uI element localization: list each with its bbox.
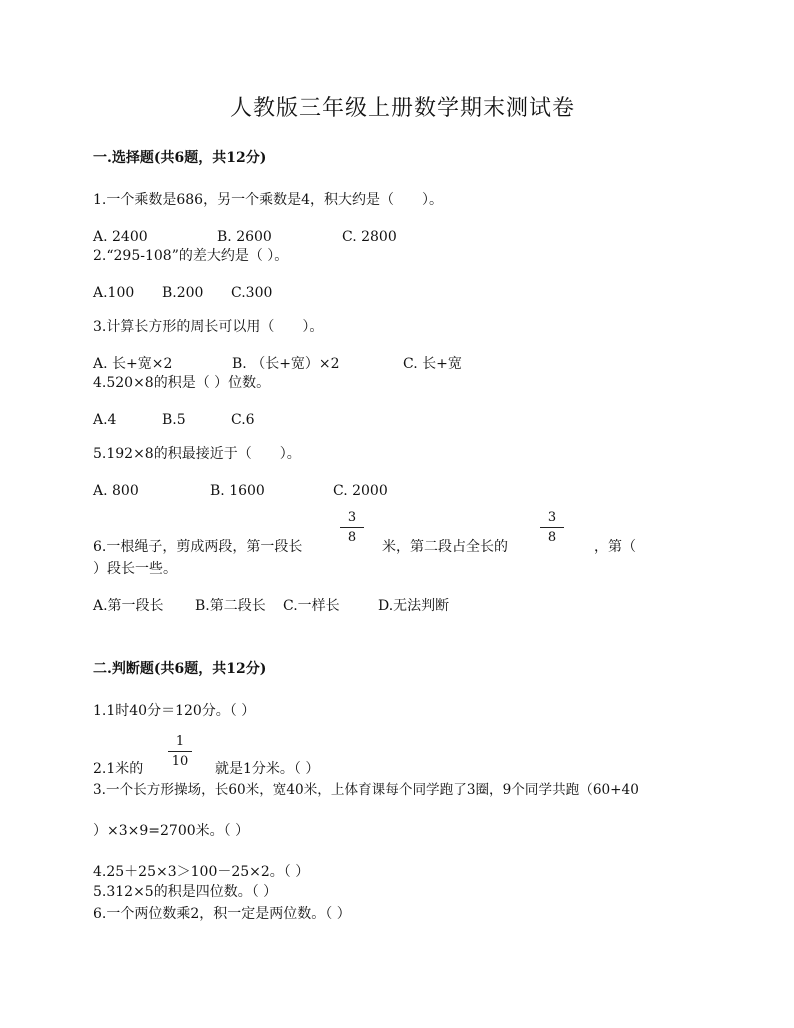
j2-fraction <box>168 734 192 769</box>
question-6-line2: ）段长一些。 <box>93 561 177 577</box>
q4-option-a: A.4 <box>93 412 117 428</box>
question-2: 2.“295-108”的差大约是（ ）。 <box>93 248 289 264</box>
question-4: 4.520×8的积是（ ）位数。 <box>93 375 271 391</box>
q6-option-c: C.一样长 <box>283 598 340 614</box>
question-6-part3: ，第（ <box>594 539 636 555</box>
q6-fraction-2-numerator: 3 <box>547 510 557 525</box>
q2-option-c: C.300 <box>231 285 273 301</box>
question-1: 1.一个乘数是686，另一个乘数是4，积大约是（ ）。 <box>93 192 443 208</box>
q2-option-a: A.100 <box>93 285 135 301</box>
q3-option-c: C. 长+宽 <box>403 356 462 372</box>
q1-option-b: B. 2600 <box>217 229 272 245</box>
question-5: 5.192×8的积最接近于（ ）。 <box>93 446 301 462</box>
q6-fraction-1-denominator: 8 <box>347 530 357 545</box>
judgement-5: 5.312×5的积是四位数。（ ） <box>93 884 278 900</box>
q6-fraction-2-denominator: 8 <box>547 530 557 545</box>
q5-option-c: C. 2000 <box>333 483 388 499</box>
q4-option-c: C.6 <box>231 412 255 428</box>
judgement-2-part1: 2.1米的 <box>93 761 144 777</box>
section-heading-choice: 一.选择题(共6题，共12分) <box>93 150 267 166</box>
j2-fraction-numerator: 1 <box>175 734 185 749</box>
q3-option-b: B. （长+宽）×2 <box>232 356 340 372</box>
j2-fraction-denominator: 10 <box>171 754 189 769</box>
q6-fraction-2 <box>540 510 564 545</box>
judgement-3-line1: 3.一个长方形操场，长60米，宽40米，上体育课每个同学跑了3圈，9个同学共跑（60+40 <box>93 782 639 798</box>
judgement-3-line2: ）×3×9=2700米。（ ） <box>93 823 250 839</box>
judgement-2-part2: 就是1分米。（ ） <box>215 761 320 777</box>
q3-option-a: A. 长+宽×2 <box>93 356 173 372</box>
q5-option-a: A. 800 <box>93 483 139 499</box>
q6-option-a: A.第一段长 <box>93 598 164 614</box>
judgement-1: 1.1时40分＝120分。（ ） <box>93 703 256 719</box>
fraction-bar <box>168 751 192 752</box>
judgement-4: 4.25＋25×3＞100－25×2。（ ） <box>93 864 310 880</box>
page-title: 人教版三年级上册数学期末测试卷 <box>230 96 576 121</box>
judgement-6: 6.一个两位数乘2，积一定是两位数。（ ） <box>93 906 351 922</box>
fraction-bar <box>540 527 564 528</box>
q2-option-b: B.200 <box>162 285 204 301</box>
q6-fraction-1 <box>340 510 364 545</box>
question-6-part2: 米，第二段占全长的 <box>382 539 508 555</box>
q6-option-b: B.第二段长 <box>195 598 266 614</box>
q5-option-b: B. 1600 <box>210 483 265 499</box>
q4-option-b: B.5 <box>162 412 186 428</box>
q1-option-a: A. 2400 <box>93 229 148 245</box>
q6-fraction-1-numerator: 3 <box>347 510 357 525</box>
q6-option-d: D.无法判断 <box>378 598 450 614</box>
q1-option-c: C. 2800 <box>342 229 397 245</box>
section-heading-judgement: 二.判断题(共6题，共12分) <box>93 661 267 677</box>
fraction-bar <box>340 527 364 528</box>
question-6-part1: 6.一根绳子，剪成两段，第一段长 <box>93 539 303 555</box>
question-3: 3.计算长方形的周长可以用（ ）。 <box>93 319 324 335</box>
